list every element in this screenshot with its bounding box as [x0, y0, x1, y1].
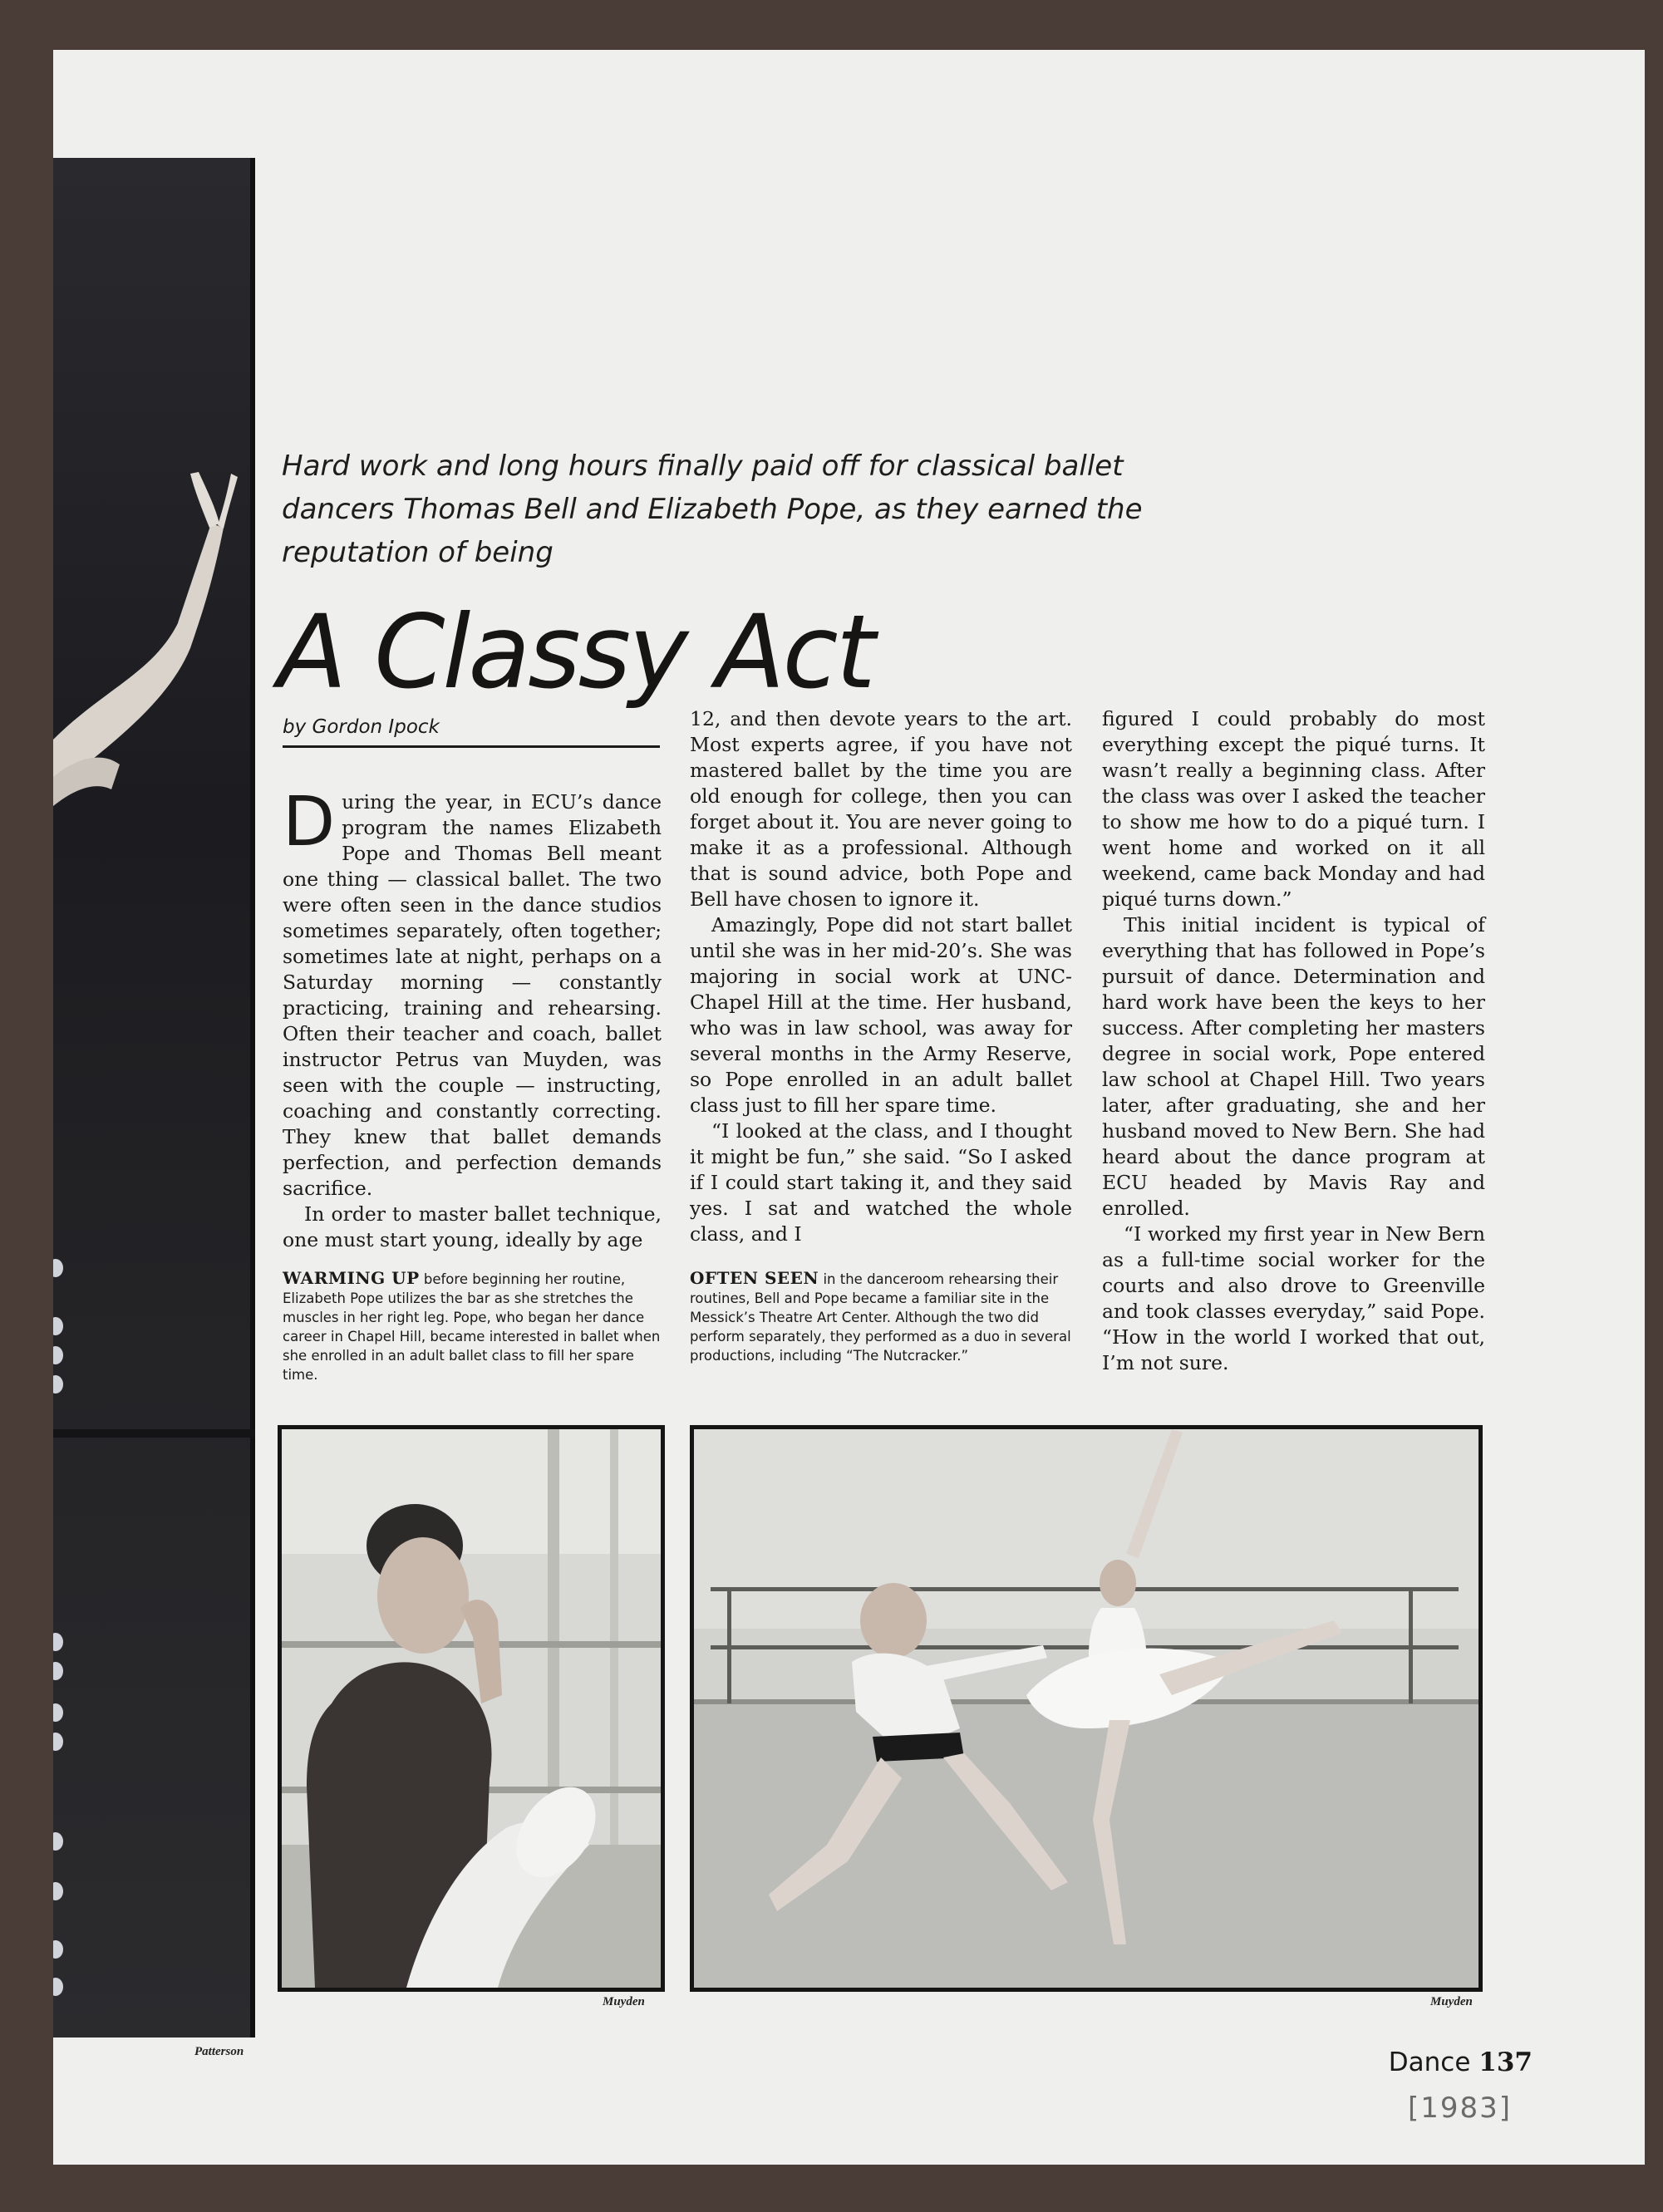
paragraph: During the year, in ECU’s dance program the names Elizabeth Pope and Thomas Bell meant one thing — classical ballet. The two were often seen in the dance studios sometimes separately, often together; sometimes late at night, perhaps on a Saturday morning — constantly practicing, training and rehearsing. Often their teacher and coach, ballet instructor Petrus van Muyden, was seen with the couple — instructing, coaching and constantly correcting. They knew that ballet demands perfection, and perfection demands sacrifice.: [283, 783, 662, 1200]
paragraph: “I looked at the class, and I thought it might be fun,” she said. “So I asked if I could start taking it, and they said yes. I sat and watched the whole class, and I: [690, 1119, 1072, 1246]
paragraph: “I worked my first year in New Bern as a full-time social worker for the courts and also drove to Greenville and took classes everyday,” said Pope. “How in the world I worked that out, I’m not sure.: [1102, 1222, 1485, 1374]
magazine-page: [53, 50, 1645, 2165]
page-footer: [1350, 2047, 1533, 2077]
photo-caption-2: OFTEN SEEN in the danceroom rehearsing their routines, Bell and Pope became a familiar site in the Messick’s Theatre Art Center. Although the two did perform separately, they performed as a duo in several productions, including “The Nutcracker.”: [690, 1268, 1071, 1364]
photo-caption-1: WARMING UP before beginning her routine, Elizabeth Pope utilizes the bar as she stretches the muscles in her right leg. Pope, who began her dance career in Chapel Hill, became interested in ballet when she enrolled in an adult ballet class to fill her spare time.: [283, 1268, 661, 1383]
ballerina-at-barre-illustration: [282, 1429, 661, 1988]
handwritten-year-note: [1983]: [1408, 2092, 1513, 2125]
caption-lead: WARMING UP: [283, 1268, 420, 1288]
paragraph: Amazingly, Pope did not start ballet until she was in her mid-20’s. She was majoring in social work at UNC-Chapel Hill at the time. Her husband, who was in law school, was away for several months in the Army Reserve, so Pope enrolled in an adult ballet class just to fill her spare time.: [690, 913, 1072, 1117]
article-column-1: [283, 783, 662, 1253]
caption-lead: OFTEN SEEN: [690, 1268, 819, 1288]
photo-often-seen: [690, 1425, 1483, 1992]
article-column-3: [1102, 706, 1485, 1376]
page-number: 137: [1478, 2047, 1533, 2077]
drop-cap: D: [283, 783, 336, 862]
byline: by Gordon Ipock: [283, 715, 660, 748]
photo-warming-up: [278, 1425, 665, 1992]
section-name: Dance: [1388, 2047, 1471, 2077]
photo-credit-middle: Muyden: [603, 1995, 645, 2008]
article-column-2: [690, 706, 1072, 1247]
article-title: A Classy Act: [278, 593, 873, 711]
dancer-arm-illustration: [53, 158, 255, 2037]
pas-de-deux-illustration: [694, 1429, 1478, 1988]
paragraph: figured I could probably do most everything except the piqué turns. It wasn’t really a beginning class. After the class was over I asked the teacher to show me how to do a piqué turn. I went home and worked on it all weekend, came back Monday and had piqué turns down.”: [1102, 707, 1485, 911]
left-edge-photo: [53, 158, 255, 2037]
paragraph: This initial incident is typical of everything that has followed in Pope’s pursuit of dance. Determination and hard work have been the keys to her success. After completing her masters degree in social work, Pope entered law school at Chapel Hill. Two years later, after graduating, she and her husband moved to New Bern. She had heard about the dance program at ECU headed by Mavis Ray and enrolled.: [1102, 913, 1485, 1220]
photo-credit-left: Patterson: [194, 2045, 244, 2058]
photo-credit-right: Muyden: [1430, 1995, 1473, 2008]
article-deck: Hard work and long hours finally paid off for classical ballet dancers Thomas Bell and Elizabeth Pope, as they earned the reputation of being: [282, 450, 1143, 569]
paragraph: 12, and then devote years to the art. Most experts agree, if you have not mastered ballet by the time you are old enough for college, then you can forget about it. You are never going to make it as a professional. Although that is sound advice, both Pope and Bell have chosen to ignore it.: [690, 707, 1072, 911]
paragraph: In order to master ballet technique, one must start young, ideally by age: [283, 1202, 662, 1251]
